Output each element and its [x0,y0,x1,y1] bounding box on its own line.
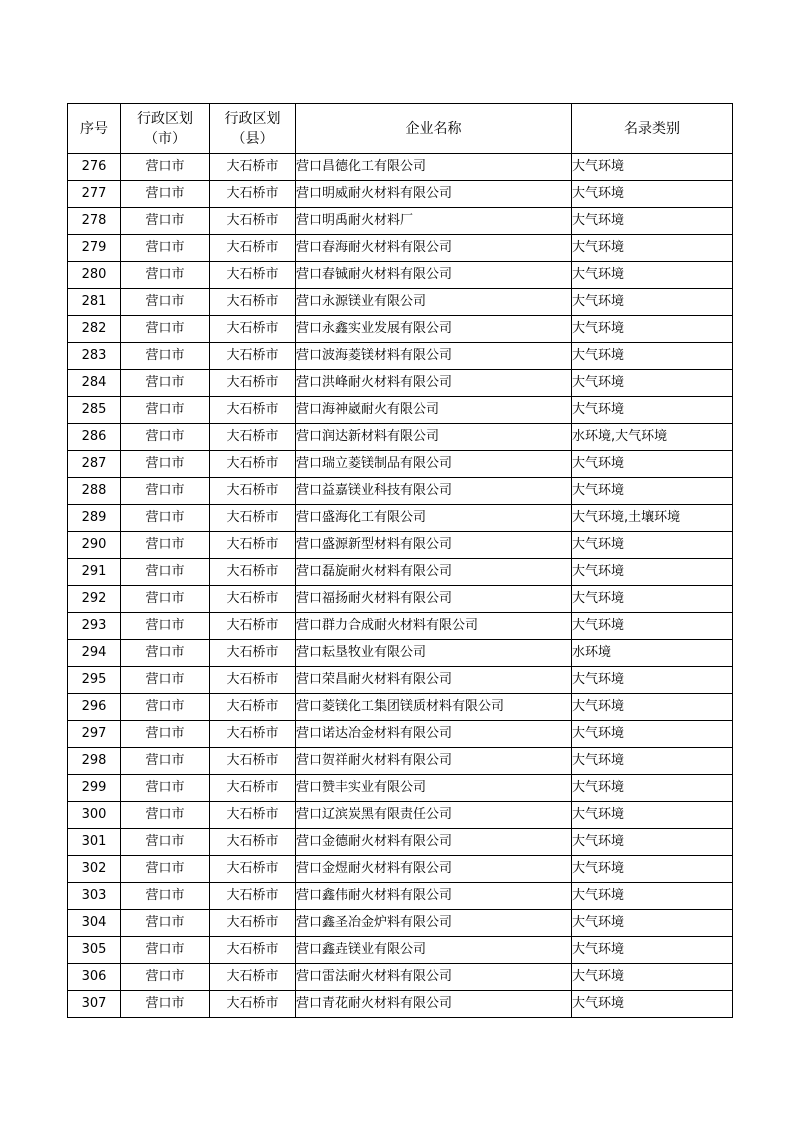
cell-serial-number: 290 [68,532,121,559]
cell-county: 大石桥市 [210,424,296,451]
cell-county: 大石桥市 [210,883,296,910]
cell-city: 营口市 [121,802,210,829]
table-row [68,640,733,667]
cell-serial-number: 306 [68,964,121,991]
cell-category: 大气环境 [572,775,733,802]
cell-serial-number: 276 [68,154,121,181]
cell-category: 大气环境 [572,694,733,721]
cell-enterprise-name: 营口海神崴耐火有限公司 [296,397,572,424]
cell-serial-number: 293 [68,613,121,640]
cell-enterprise-name: 营口诺达冶金材料有限公司 [296,721,572,748]
cell-city: 营口市 [121,451,210,478]
table-row [68,370,733,397]
cell-category: 水环境,大气环境 [572,424,733,451]
cell-county: 大石桥市 [210,856,296,883]
cell-enterprise-name: 营口贺祥耐火材料有限公司 [296,748,572,775]
cell-enterprise-name: 营口昌德化工有限公司 [296,154,572,181]
cell-enterprise-name: 营口永鑫实业发展有限公司 [296,316,572,343]
cell-county: 大石桥市 [210,829,296,856]
cell-category: 大气环境 [572,316,733,343]
table-row [68,964,733,991]
cell-serial-number: 305 [68,937,121,964]
cell-city: 营口市 [121,532,210,559]
cell-city: 营口市 [121,478,210,505]
cell-category: 大气环境 [572,181,733,208]
cell-city: 营口市 [121,262,210,289]
cell-serial-number: 291 [68,559,121,586]
table-row [68,910,733,937]
cell-city: 营口市 [121,775,210,802]
cell-city: 营口市 [121,613,210,640]
cell-category: 大气环境 [572,748,733,775]
cell-enterprise-name: 营口波海菱镁材料有限公司 [296,343,572,370]
cell-category: 大气环境 [572,559,733,586]
header-county-line-1: 行政区划 [224,110,281,127]
cell-enterprise-name: 营口鑫伟耐火材料有限公司 [296,883,572,910]
cell-enterprise-name: 营口金德耐火材料有限公司 [296,829,572,856]
cell-enterprise-name: 营口春铖耐火材料有限公司 [296,262,572,289]
cell-enterprise-name: 营口磊旋耐火材料有限公司 [296,559,572,586]
cell-category: 大气环境 [572,964,733,991]
table-body [68,154,733,1018]
table-row [68,289,733,316]
cell-enterprise-name: 营口群力合成耐火材料有限公司 [296,613,572,640]
table-row [68,991,733,1018]
cell-city: 营口市 [121,964,210,991]
cell-serial-number: 303 [68,883,121,910]
cell-county: 大石桥市 [210,802,296,829]
cell-category: 大气环境 [572,154,733,181]
cell-city: 营口市 [121,316,210,343]
table-row [68,424,733,451]
cell-city: 营口市 [121,154,210,181]
table-row [68,343,733,370]
cell-enterprise-name: 营口润达新材料有限公司 [296,424,572,451]
header-county-line-2: （县） [231,130,274,147]
cell-city: 营口市 [121,748,210,775]
cell-enterprise-name: 营口洪峰耐火材料有限公司 [296,370,572,397]
cell-county: 大石桥市 [210,694,296,721]
cell-enterprise-name: 营口明禹耐火材料厂 [296,208,572,235]
cell-category: 大气环境 [572,883,733,910]
cell-city: 营口市 [121,883,210,910]
cell-category: 大气环境 [572,343,733,370]
cell-category: 大气环境 [572,802,733,829]
cell-enterprise-name: 营口鑫垚镁业有限公司 [296,937,572,964]
cell-county: 大石桥市 [210,586,296,613]
cell-enterprise-name: 营口永源镁业有限公司 [296,289,572,316]
table-row [68,883,733,910]
cell-city: 营口市 [121,370,210,397]
cell-category: 大气环境 [572,613,733,640]
cell-city: 营口市 [121,559,210,586]
table-row [68,235,733,262]
cell-city: 营口市 [121,505,210,532]
table-row [68,748,733,775]
cell-serial-number: 282 [68,316,121,343]
cell-serial-number: 281 [68,289,121,316]
cell-serial-number: 277 [68,181,121,208]
table-row [68,667,733,694]
cell-serial-number: 280 [68,262,121,289]
cell-county: 大石桥市 [210,262,296,289]
cell-category: 水环境 [572,640,733,667]
cell-city: 营口市 [121,640,210,667]
cell-county: 大石桥市 [210,532,296,559]
cell-category: 大气环境 [572,397,733,424]
header-serial-number: 序号 [68,104,121,154]
cell-county: 大石桥市 [210,208,296,235]
cell-enterprise-name: 营口雷法耐火材料有限公司 [296,964,572,991]
cell-category: 大气环境 [572,667,733,694]
cell-enterprise-name: 营口鑫圣冶金炉料有限公司 [296,910,572,937]
cell-county: 大石桥市 [210,289,296,316]
cell-city: 营口市 [121,235,210,262]
cell-county: 大石桥市 [210,991,296,1018]
cell-category: 大气环境 [572,937,733,964]
cell-serial-number: 300 [68,802,121,829]
cell-city: 营口市 [121,694,210,721]
table-header-row [68,104,733,154]
table-row [68,802,733,829]
cell-enterprise-name: 营口菱镁化工集团镁质材料有限公司 [296,694,572,721]
cell-serial-number: 283 [68,343,121,370]
cell-serial-number: 278 [68,208,121,235]
table-row [68,262,733,289]
table-row [68,181,733,208]
cell-serial-number: 304 [68,910,121,937]
cell-county: 大石桥市 [210,505,296,532]
cell-category: 大气环境 [572,478,733,505]
header-city [121,104,210,154]
cell-city: 营口市 [121,343,210,370]
cell-city: 营口市 [121,181,210,208]
cell-city: 营口市 [121,937,210,964]
cell-county: 大石桥市 [210,964,296,991]
header-city-line-2: （市） [144,130,186,147]
cell-serial-number: 287 [68,451,121,478]
cell-serial-number: 284 [68,370,121,397]
table-row [68,613,733,640]
table-row [68,829,733,856]
cell-enterprise-name: 营口春海耐火材料有限公司 [296,235,572,262]
cell-city: 营口市 [121,667,210,694]
cell-category: 大气环境 [572,856,733,883]
cell-city: 营口市 [121,991,210,1018]
cell-enterprise-name: 营口金煜耐火材料有限公司 [296,856,572,883]
cell-enterprise-name: 营口盛源新型材料有限公司 [296,532,572,559]
cell-county: 大石桥市 [210,748,296,775]
table-row [68,154,733,181]
cell-category: 大气环境 [572,829,733,856]
cell-county: 大石桥市 [210,235,296,262]
table-row [68,856,733,883]
header-county [210,104,296,154]
header-enterprise-name: 企业名称 [296,104,572,154]
cell-county: 大石桥市 [210,667,296,694]
cell-city: 营口市 [121,856,210,883]
enterprise-list-table [67,103,733,1018]
cell-category: 大气环境 [572,991,733,1018]
cell-county: 大石桥市 [210,910,296,937]
cell-city: 营口市 [121,829,210,856]
cell-enterprise-name: 营口明威耐火材料有限公司 [296,181,572,208]
cell-city: 营口市 [121,424,210,451]
cell-county: 大石桥市 [210,478,296,505]
cell-category: 大气环境 [572,208,733,235]
cell-category: 大气环境 [572,721,733,748]
cell-enterprise-name: 营口赞丰实业有限公司 [296,775,572,802]
cell-serial-number: 285 [68,397,121,424]
cell-enterprise-name: 营口瑞立菱镁制品有限公司 [296,451,572,478]
cell-category: 大气环境 [572,262,733,289]
cell-city: 营口市 [121,721,210,748]
cell-county: 大石桥市 [210,451,296,478]
cell-city: 营口市 [121,289,210,316]
cell-serial-number: 295 [68,667,121,694]
table-row [68,721,733,748]
table-row [68,505,733,532]
cell-serial-number: 298 [68,748,121,775]
cell-enterprise-name: 营口福扬耐火材料有限公司 [296,586,572,613]
cell-enterprise-name: 营口盛海化工有限公司 [296,505,572,532]
cell-category: 大气环境 [572,451,733,478]
cell-category: 大气环境,土壤环境 [572,505,733,532]
cell-category: 大气环境 [572,289,733,316]
table-row [68,532,733,559]
cell-city: 营口市 [121,586,210,613]
cell-city: 营口市 [121,397,210,424]
cell-county: 大石桥市 [210,559,296,586]
cell-enterprise-name: 营口辽滨炭黑有限责任公司 [296,802,572,829]
cell-serial-number: 288 [68,478,121,505]
cell-serial-number: 307 [68,991,121,1018]
cell-county: 大石桥市 [210,154,296,181]
cell-county: 大石桥市 [210,370,296,397]
cell-county: 大石桥市 [210,640,296,667]
cell-category: 大气环境 [572,235,733,262]
cell-serial-number: 279 [68,235,121,262]
cell-enterprise-name: 营口耘垦牧业有限公司 [296,640,572,667]
table-row [68,775,733,802]
cell-city: 营口市 [121,910,210,937]
cell-county: 大石桥市 [210,937,296,964]
table-row [68,316,733,343]
cell-serial-number: 301 [68,829,121,856]
cell-serial-number: 297 [68,721,121,748]
cell-enterprise-name: 营口荣昌耐火材料有限公司 [296,667,572,694]
cell-category: 大气环境 [572,910,733,937]
cell-county: 大石桥市 [210,343,296,370]
header-category: 名录类别 [572,104,733,154]
table-row [68,397,733,424]
table-row [68,937,733,964]
table-row [68,694,733,721]
cell-serial-number: 302 [68,856,121,883]
cell-enterprise-name: 营口益嘉镁业科技有限公司 [296,478,572,505]
cell-county: 大石桥市 [210,775,296,802]
cell-county: 大石桥市 [210,721,296,748]
cell-serial-number: 299 [68,775,121,802]
cell-county: 大石桥市 [210,397,296,424]
cell-serial-number: 286 [68,424,121,451]
cell-category: 大气环境 [572,370,733,397]
cell-serial-number: 289 [68,505,121,532]
table-row [68,208,733,235]
cell-county: 大石桥市 [210,613,296,640]
cell-category: 大气环境 [572,586,733,613]
cell-county: 大石桥市 [210,181,296,208]
header-city-line-1: 行政区划 [137,110,193,127]
table-row [68,586,733,613]
cell-serial-number: 294 [68,640,121,667]
cell-county: 大石桥市 [210,316,296,343]
table-row [68,451,733,478]
cell-city: 营口市 [121,208,210,235]
cell-serial-number: 292 [68,586,121,613]
cell-category: 大气环境 [572,532,733,559]
cell-enterprise-name: 营口青花耐火材料有限公司 [296,991,572,1018]
table-row [68,478,733,505]
cell-serial-number: 296 [68,694,121,721]
table-row [68,559,733,586]
